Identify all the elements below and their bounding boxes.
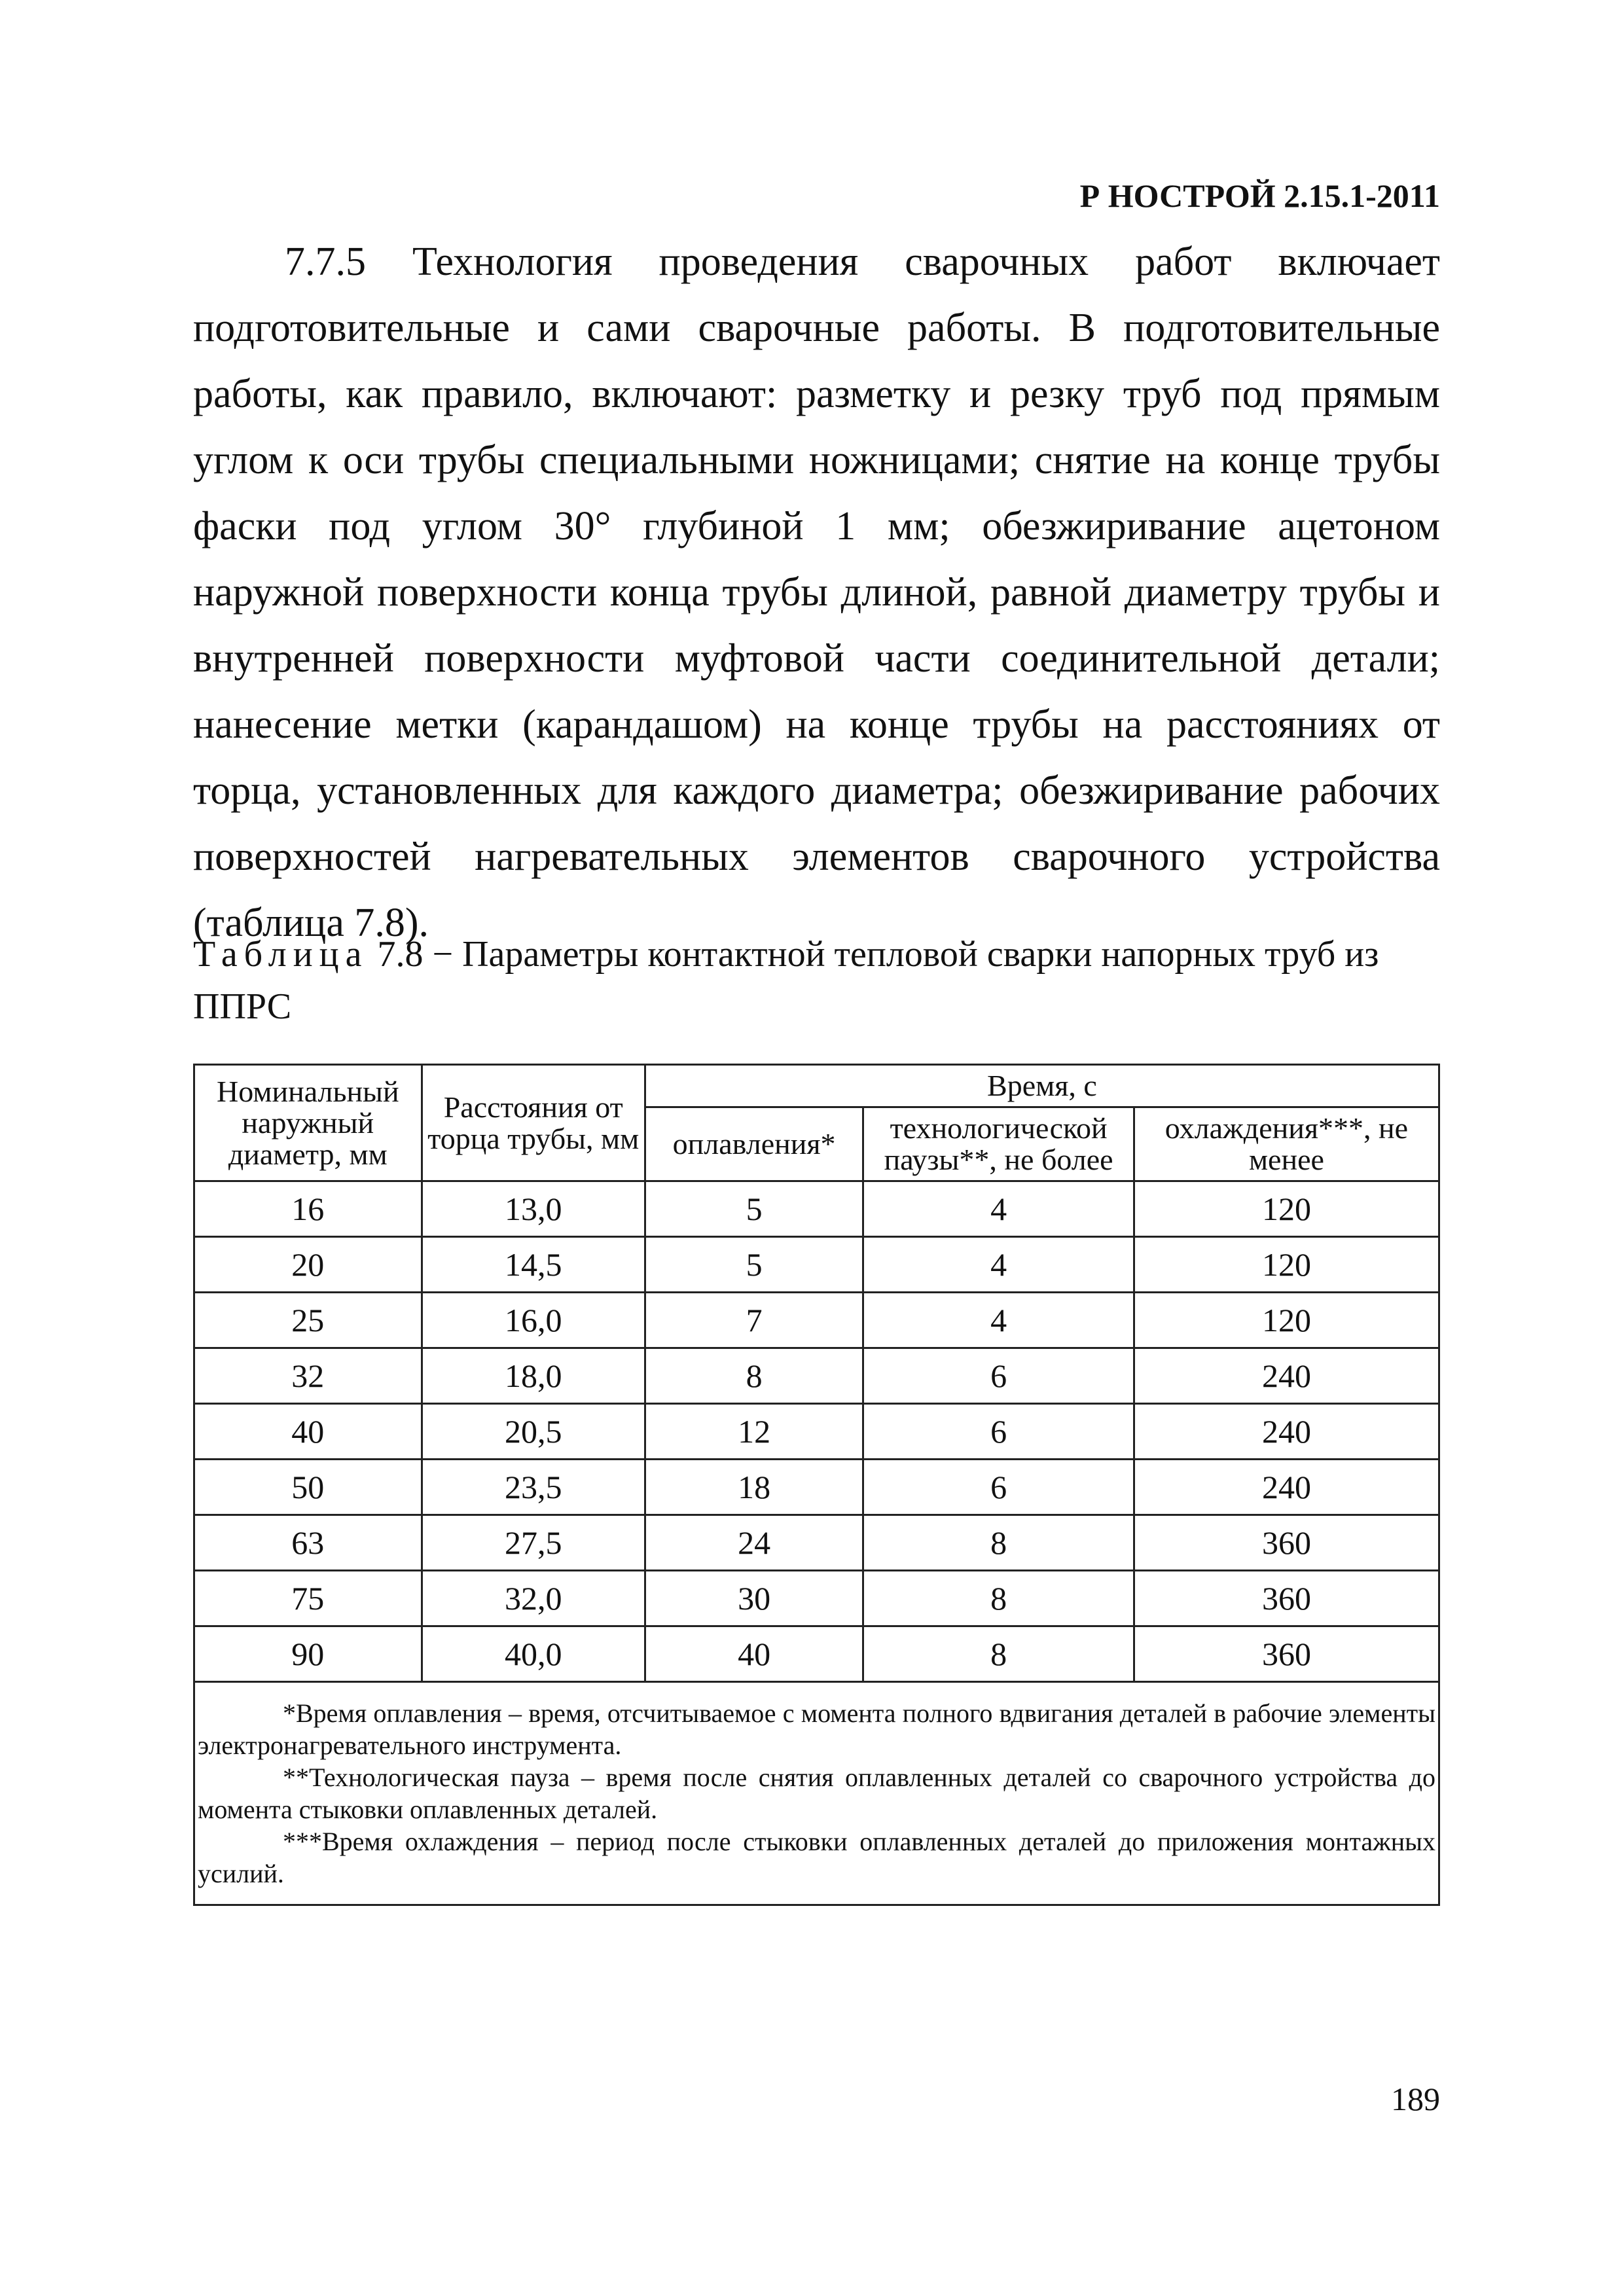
pause-time-cell: 6 bbox=[863, 1460, 1134, 1515]
table-caption bbox=[193, 928, 1440, 1033]
table-row bbox=[194, 1460, 1439, 1515]
welding-parameters-table bbox=[193, 1064, 1440, 1906]
header-distance: Расстояния от торца трубы, мм bbox=[422, 1065, 645, 1181]
table-row bbox=[194, 1515, 1439, 1571]
document-code-header: Р НОСТРОЙ 2.15.1-2011 bbox=[1079, 177, 1440, 214]
melting-time-cell: 7 bbox=[645, 1293, 863, 1348]
header-diameter: Номинальный наружный диаметр, мм bbox=[194, 1065, 422, 1181]
table-notes bbox=[194, 1682, 1439, 1905]
table-row bbox=[194, 1626, 1439, 1682]
table-row bbox=[194, 1237, 1439, 1293]
diameter-cell: 63 bbox=[194, 1515, 422, 1571]
diameter-cell: 20 bbox=[194, 1237, 422, 1293]
melting-time-cell: 24 bbox=[645, 1515, 863, 1571]
note-melting: *Время оплавления – время, отсчитываемое с момента полного вдвигания деталей в рабочие элементы электронагревательного инструмента. bbox=[198, 1698, 1435, 1760]
table-row bbox=[194, 1348, 1439, 1404]
distance-cell: 40,0 bbox=[422, 1626, 645, 1682]
distance-cell: 27,5 bbox=[422, 1515, 645, 1571]
diameter-cell: 75 bbox=[194, 1571, 422, 1626]
pause-time-cell: 4 bbox=[863, 1293, 1134, 1348]
distance-cell: 23,5 bbox=[422, 1460, 645, 1515]
pause-time-cell: 6 bbox=[863, 1348, 1134, 1404]
distance-cell: 32,0 bbox=[422, 1571, 645, 1626]
melting-time-cell: 5 bbox=[645, 1237, 863, 1293]
header-pause: технологической паузы**, не более bbox=[863, 1107, 1134, 1181]
pause-time-cell: 4 bbox=[863, 1237, 1134, 1293]
table-row bbox=[194, 1293, 1439, 1348]
diameter-cell: 90 bbox=[194, 1626, 422, 1682]
diameter-cell: 50 bbox=[194, 1460, 422, 1515]
cooling-time-cell: 240 bbox=[1134, 1348, 1439, 1404]
melting-time-cell: 5 bbox=[645, 1181, 863, 1237]
table-row bbox=[194, 1571, 1439, 1626]
melting-time-cell: 12 bbox=[645, 1404, 863, 1460]
pause-time-cell: 8 bbox=[863, 1571, 1134, 1626]
melting-time-cell: 18 bbox=[645, 1460, 863, 1515]
distance-cell: 14,5 bbox=[422, 1237, 645, 1293]
table-caption-label: Таблица bbox=[193, 934, 369, 975]
pause-time-cell: 8 bbox=[863, 1515, 1134, 1571]
cooling-time-cell: 240 bbox=[1134, 1460, 1439, 1515]
body-text bbox=[193, 229, 1440, 956]
table-body bbox=[194, 1181, 1439, 1682]
paragraph-7-7-5: 7.7.5 Технология проведения сварочных работ включает подготовительные и сами сварочные работы. В подготовительные работы, как правило, включают: разметку и резку труб под прямым углом к оси трубы специальными ножницами; снятие на конце трубы фаски под углом 30° глубиной 1 мм; обезжиривание ацетоном наружной поверхности конца трубы длиной, равной диаметру трубы и внутренней поверхности муфтовой части соединительной детали; нанесение метки (карандашом) на конце трубы на расстояниях от торца, установленных для каждого диаметра; обезжиривание рабочих поверхностей нагревательных элементов сварочного устройства (таблица 7.8). bbox=[193, 240, 1440, 945]
distance-cell: 13,0 bbox=[422, 1181, 645, 1237]
cooling-time-cell: 120 bbox=[1134, 1237, 1439, 1293]
diameter-cell: 25 bbox=[194, 1293, 422, 1348]
cooling-time-cell: 360 bbox=[1134, 1626, 1439, 1682]
table-row bbox=[194, 1181, 1439, 1237]
cooling-time-cell: 120 bbox=[1134, 1293, 1439, 1348]
diameter-cell: 40 bbox=[194, 1404, 422, 1460]
note-pause: **Технологическая пауза – время после снятия оплавленных деталей со сварочного устройства до момента стыковки оплавленных деталей. bbox=[198, 1763, 1435, 1824]
diameter-cell: 32 bbox=[194, 1348, 422, 1404]
melting-time-cell: 8 bbox=[645, 1348, 863, 1404]
pause-time-cell: 8 bbox=[863, 1626, 1134, 1682]
pause-time-cell: 6 bbox=[863, 1404, 1134, 1460]
note-cooling: ***Время охлаждения – период после стыковки оплавленных деталей до приложения монтажных усилий. bbox=[198, 1827, 1435, 1888]
diameter-cell: 16 bbox=[194, 1181, 422, 1237]
table-caption-text: 7.8 − Параметры контактной тепловой сварки напорных труб из ППРС bbox=[193, 934, 1379, 1027]
distance-cell: 20,5 bbox=[422, 1404, 645, 1460]
cooling-time-cell: 240 bbox=[1134, 1404, 1439, 1460]
header-melting: оплавления* bbox=[645, 1107, 863, 1181]
distance-cell: 18,0 bbox=[422, 1348, 645, 1404]
cooling-time-cell: 360 bbox=[1134, 1515, 1439, 1571]
cooling-time-cell: 360 bbox=[1134, 1571, 1439, 1626]
header-time-group: Время, с bbox=[645, 1065, 1439, 1107]
pause-time-cell: 4 bbox=[863, 1181, 1134, 1237]
distance-cell: 16,0 bbox=[422, 1293, 645, 1348]
header-cooling: охлаждения***, не менее bbox=[1134, 1107, 1439, 1181]
cooling-time-cell: 120 bbox=[1134, 1181, 1439, 1237]
page-number: 189 bbox=[1391, 2081, 1440, 2117]
melting-time-cell: 40 bbox=[645, 1626, 863, 1682]
melting-time-cell: 30 bbox=[645, 1571, 863, 1626]
table-row bbox=[194, 1404, 1439, 1460]
